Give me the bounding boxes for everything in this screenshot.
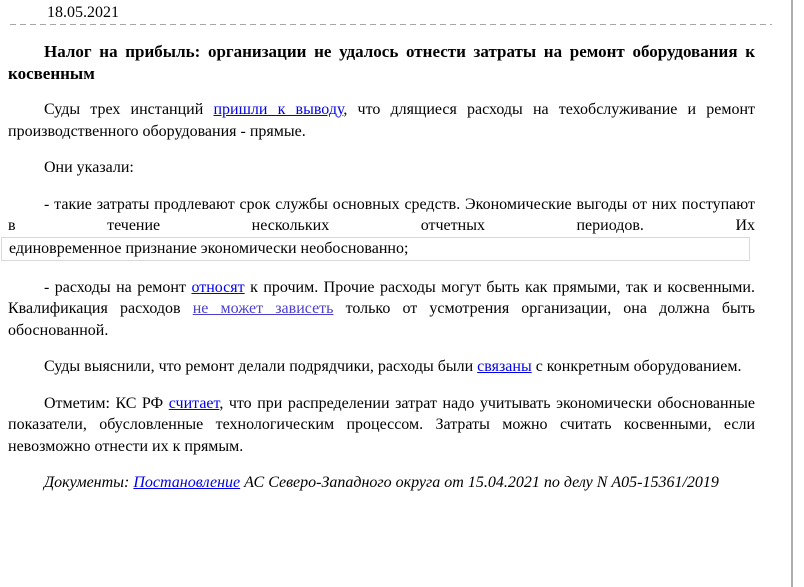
paragraph-text: с конкретным оборудованием. (531, 358, 742, 375)
documents-label: Документы: (44, 474, 134, 491)
link-svyazany[interactable]: связаны (477, 358, 532, 375)
paragraph-text: - расходы на ремонт (44, 278, 192, 296)
paragraph-documents (8, 472, 755, 494)
paragraph-text: , что длящиеся расходы на техобслуживание и ремонт производственного оборудования - прямые. (8, 101, 756, 140)
document-date: 18.05.2021 (47, 4, 119, 21)
document-body (8, 0, 755, 509)
paragraph-bullet-2 (8, 277, 755, 342)
dashed-separator (10, 24, 772, 25)
documents-reference: АС Северо-Западного округа от 15.04.2021 по делу N А05-15361/2019 (240, 474, 719, 491)
paragraph-bullet-1: - такие затраты продлевают срок службы основных средств. Экономические выгоды от них поступают в течение нескольких отчетных периодов. Их (8, 195, 755, 234)
paragraph-text: Суды выяснили, что ремонт делали подрядчики, расходы были (44, 358, 478, 375)
link-otnosyat[interactable]: относят (191, 278, 245, 296)
paragraph-contractors (8, 356, 755, 378)
paragraph-text: , что при распределении затрат надо учитывать экономически обоснованные показатели, обусловленные технологическим процессом. Затраты можно считать косвенными, если невозможно отнести их к прямым. (8, 394, 756, 455)
right-edge-line (791, 0, 793, 587)
document-title: Налог на прибыль: организации не удалось отнести затраты на ремонт оборудования к косвенным (8, 42, 755, 83)
link-postanovlenie[interactable]: Постановление (133, 474, 241, 491)
highlighted-line-box: единовременное признание экономически необоснованно; (1, 237, 750, 261)
paragraph-text: Суды трех инстанций (44, 101, 214, 118)
link-ne-mozhet-zaviset[interactable]: не может зависеть (192, 300, 334, 317)
paragraph-text: только от усмотрения организации, она должна быть обоснованной. (8, 300, 755, 339)
link-prishli-k-vyvodu[interactable]: пришли к выводу (213, 101, 344, 118)
link-schitaet[interactable]: считает (168, 394, 220, 412)
paragraph-text: Отметим: КС РФ (44, 394, 169, 412)
paragraph-courts-conclusion (8, 99, 755, 142)
paragraph-they-stated: Они указали: (44, 159, 134, 176)
paragraph-text: к прочим. Прочие расходы могут быть как прямыми, так и косвенными. Квалификация расходов (8, 278, 755, 317)
paragraph-note-ks-rf (8, 393, 755, 458)
